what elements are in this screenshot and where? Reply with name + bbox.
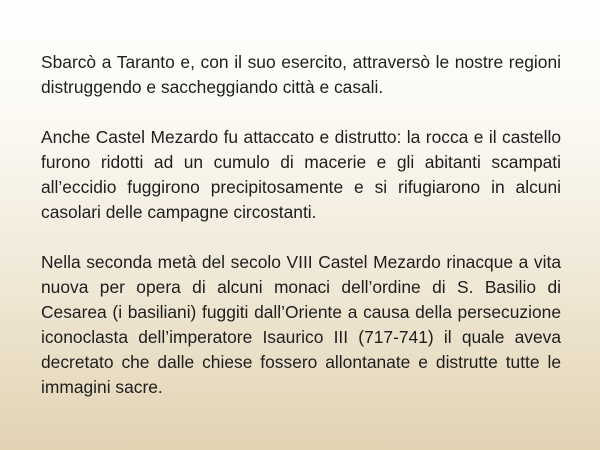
paragraph-destruction: Anche Castel Mezardo fu attaccato e distrutto: la rocca e il castello furono ridotti ad un cumulo di macerie e gli abitanti scampati all’eccidio fuggirono precipitosamente e si rifugiarono in alcuni casolari delle campagne circostanti.: [41, 127, 561, 222]
paragraph-rebirth: Nella seconda metà del secolo VIII Castel Mezardo rinacque a vita nuova per opera di alcuni monaci dell’ordine di S. Basilio di Cesarea (i basiliani) fuggiti dall’Oriente a causa della persecuzione iconoclasta dell’imperatore Isaurico III (717-741) il quale aveva decretato che dalle chiese fossero allontanate e distrutte tutte le immagini sacre.: [41, 252, 561, 397]
slide-text-body: [41, 50, 561, 400]
paragraph-landing: Sbarcò a Taranto e, con il suo esercito, attraversò le nostre regioni distruggendo e saccheggiando città e casali.: [41, 52, 561, 97]
